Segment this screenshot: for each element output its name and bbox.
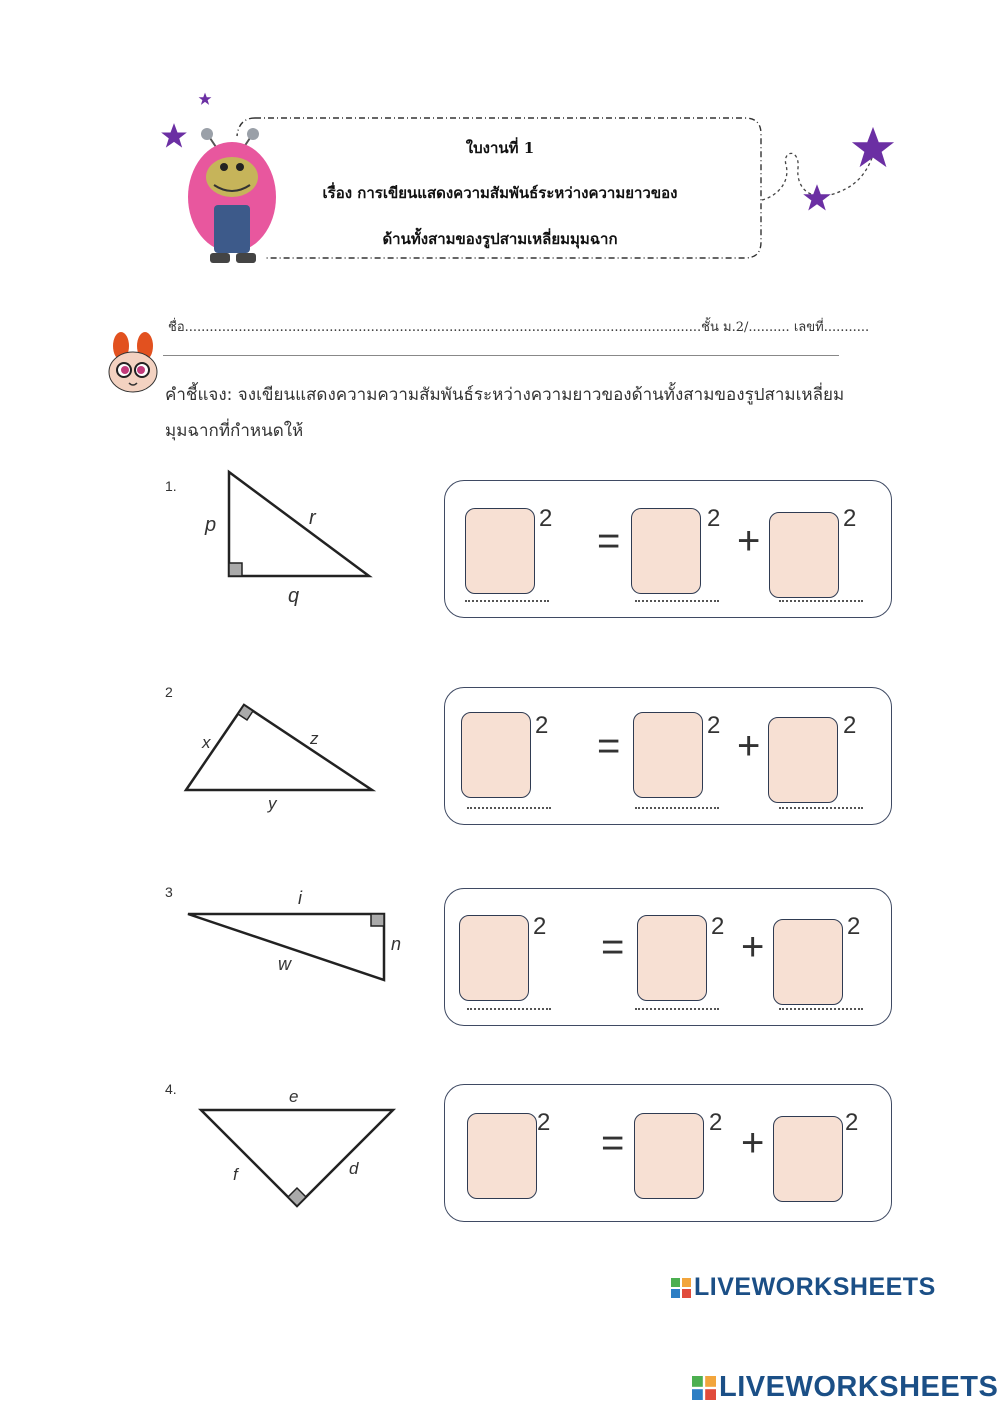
exponent: 2 xyxy=(847,913,861,940)
side-label: e xyxy=(289,1087,299,1106)
exponent: 2 xyxy=(843,712,857,739)
answer-box-leg-1[interactable] xyxy=(634,1113,704,1199)
worksheet-subject-line1: เรื่อง การเขียนแสดงความสัมพันธ์ระหว่างความยาวของ xyxy=(322,184,678,202)
side-label: x xyxy=(202,733,211,752)
plus-sign: + xyxy=(737,519,761,563)
liveworksheets-logo-icon xyxy=(671,1278,691,1298)
liveworksheets-logo xyxy=(692,1371,998,1404)
star-icon xyxy=(802,183,832,213)
exponent: 2 xyxy=(845,1109,859,1136)
exponent: 2 xyxy=(711,913,725,940)
side-label: y xyxy=(268,794,277,813)
answer-box-leg-2[interactable] xyxy=(773,919,843,1005)
problem-number: 3 xyxy=(165,884,173,900)
divider xyxy=(163,355,839,356)
side-label: d xyxy=(349,1159,359,1178)
liveworksheets-logo-icon xyxy=(692,1376,716,1400)
worksheet-title: ใบงานที่ 1 xyxy=(465,139,535,157)
side-label: n xyxy=(391,934,402,954)
side-label: r xyxy=(309,507,316,529)
answer-box-leg-2[interactable] xyxy=(769,512,839,598)
answer-line xyxy=(467,1008,551,1010)
answer-line xyxy=(779,1008,863,1010)
instructions xyxy=(165,377,865,449)
exponent: 2 xyxy=(535,712,549,739)
side-label: f xyxy=(233,1165,238,1184)
problem-number: 2 xyxy=(165,684,173,700)
side-label: q xyxy=(288,585,300,607)
answer-box-leg-2[interactable] xyxy=(773,1116,843,1202)
right-triangle-4 xyxy=(195,1080,400,1210)
answer-line xyxy=(465,600,549,602)
answer-box-hypotenuse[interactable] xyxy=(467,1113,537,1199)
equals-sign: = xyxy=(601,1121,625,1165)
side-label: w xyxy=(278,954,291,974)
equation-panel xyxy=(444,687,892,825)
brand-text: LIVEWORKSHEETS xyxy=(719,1371,999,1403)
plus-sign: + xyxy=(741,925,765,969)
answer-box-leg-2[interactable] xyxy=(768,717,838,803)
equals-sign: = xyxy=(597,519,621,563)
answer-box-hypotenuse[interactable] xyxy=(465,508,535,594)
answer-box-leg-1[interactable] xyxy=(633,712,703,798)
answer-box-hypotenuse[interactable] xyxy=(459,915,529,1001)
right-triangle-1 xyxy=(195,460,385,610)
exponent: 2 xyxy=(539,505,553,532)
equation-panel xyxy=(444,1084,892,1222)
answer-box-hypotenuse[interactable] xyxy=(461,712,531,798)
brand-text: LIVEWORKSHEETS xyxy=(694,1273,936,1301)
right-triangle-3 xyxy=(182,880,412,990)
answer-line xyxy=(635,600,719,602)
exponent: 2 xyxy=(533,913,547,940)
exponent: 2 xyxy=(707,712,721,739)
side-label: p xyxy=(205,514,217,536)
equals-sign: = xyxy=(601,925,625,969)
worksheet-subject-line2: ด้านทั้งสามของรูปสามเหลี่ยมมุมฉาก xyxy=(382,230,618,248)
instructions-line1: คำชี้แจง: จงเขียนแสดงความความสัมพันธ์ระหว่างความยาวของด้านทั้งสามของรูปสามเหลี่ยม xyxy=(165,385,845,405)
liveworksheets-logo xyxy=(671,1273,936,1302)
cartoon-girl-icon xyxy=(105,332,161,396)
exponent: 2 xyxy=(709,1109,723,1136)
exponent: 2 xyxy=(537,1109,551,1136)
answer-line xyxy=(779,807,863,809)
problem-number: 4. xyxy=(165,1081,177,1097)
answer-box-leg-1[interactable] xyxy=(631,508,701,594)
equation-panel xyxy=(444,480,892,618)
star-icon xyxy=(850,125,896,171)
instructions-line2: มุมฉากที่กำหนดให้ xyxy=(165,421,304,441)
equals-sign: = xyxy=(597,724,621,768)
answer-line xyxy=(635,807,719,809)
answer-line xyxy=(635,1008,719,1010)
answer-line xyxy=(779,600,863,602)
answer-box-leg-1[interactable] xyxy=(637,915,707,1001)
plus-sign: + xyxy=(737,724,761,768)
right-triangle-2 xyxy=(180,695,380,820)
problem-number: 1. xyxy=(165,478,177,494)
answer-line xyxy=(467,807,551,809)
side-label: z xyxy=(310,729,319,748)
equation-panel xyxy=(444,888,892,1026)
student-info-line[interactable]: ชื่อ.............................................................................................................................ชั้น ม.2/.......... เลขที่........... xyxy=(168,320,870,335)
exponent: 2 xyxy=(843,505,857,532)
plus-sign: + xyxy=(741,1121,765,1165)
exponent: 2 xyxy=(707,505,721,532)
side-label: i xyxy=(298,888,302,908)
star-icon xyxy=(198,92,212,106)
